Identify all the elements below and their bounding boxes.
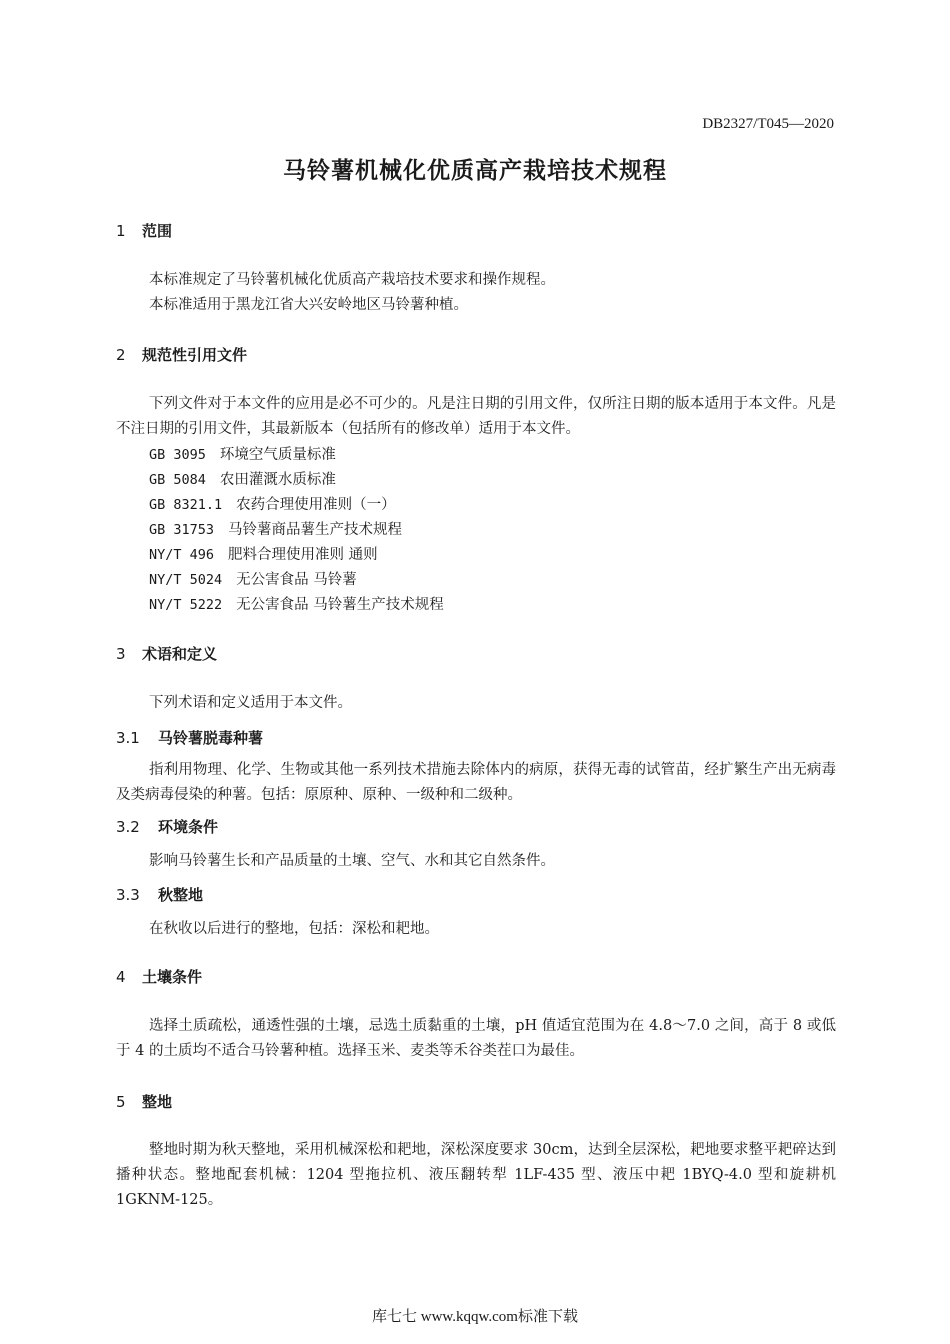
section-title: 土壤条件 (142, 968, 203, 986)
section-3-heading (116, 643, 217, 664)
reference-name: 无公害食品 马铃薯 (236, 572, 357, 588)
section-title: 整地 (142, 1093, 173, 1111)
document-code: DB2327/T045—2020 (702, 116, 834, 132)
section-number: 4 (116, 968, 126, 986)
term-definition: 影响马铃薯生长和产品质量的土壤、空气、水和其它自然条件。 (149, 853, 555, 869)
reference-name: 环境空气质量标准 (219, 447, 336, 463)
reference-code: NY/T 5222 (149, 597, 223, 613)
reference-code: GB 3095 (149, 447, 206, 463)
footer-watermark: 库七七 www.kqqw.com标准下载 (372, 1309, 578, 1325)
term-title: 环境条件 (158, 818, 219, 836)
term-number: 3.2 (116, 818, 140, 836)
section-number: 5 (116, 1093, 126, 1111)
paragraph: 下列术语和定义适用于本文件。 (149, 695, 352, 711)
reference-item (149, 543, 378, 564)
reference-item (149, 493, 396, 514)
paragraph: 整地时期为秋天整地，采用机械深松和耙地，深松深度要求 30cm，达到全层深松，耙地要求整平耙碎达到播种状态。整地配套机械：1204 型拖拉机、液压翻转犁 1LF-435 型、液压中耙 1BYQ-4.0 型和旋耕机 1GKNM-125。 (116, 1142, 836, 1208)
section-number: 2 (116, 346, 126, 364)
section-5-heading (116, 1091, 172, 1112)
section-title: 术语和定义 (142, 645, 218, 663)
reference-code: GB 5084 (149, 472, 206, 488)
document-title: 马铃薯机械化优质高产栽培技术规程 (283, 158, 667, 184)
reference-code: NY/T 5024 (149, 572, 223, 588)
reference-item (149, 568, 357, 589)
reference-code: NY/T 496 (149, 547, 215, 563)
reference-code: GB 31753 (149, 522, 215, 538)
section-2-heading (116, 344, 247, 365)
reference-code: GB 8321.1 (149, 497, 223, 513)
reference-item (149, 593, 444, 614)
term-definition: 指利用物理、化学、生物或其他一系列技术措施去除体内的病原，获得无毒的试管苗，经扩繁生产出无病毒及类病毒侵染的种薯。包括：原原种、原种、一级种和二级种。 (116, 762, 836, 803)
section-number: 1 (116, 222, 126, 240)
term-3-2-heading (116, 816, 218, 837)
term-title: 秋整地 (158, 886, 204, 904)
section-4-heading (116, 966, 202, 987)
reference-name: 肥料合理使用准则 通则 (228, 547, 378, 563)
reference-name: 农药合理使用准则（一） (236, 497, 396, 513)
term-3-1-heading (116, 727, 263, 748)
section-title: 规范性引用文件 (142, 346, 248, 364)
term-3-3-heading (116, 884, 203, 905)
section-number: 3 (116, 645, 126, 663)
term-definition: 在秋收以后进行的整地，包括：深松和耙地。 (149, 921, 439, 937)
paragraph: 下列文件对于本文件的应用是必不可少的。凡是注日期的引用文件，仅所注日期的版本适用于本文件。凡是不注日期的引用文件，其最新版本（包括所有的修改单）适用于本文件。 (116, 396, 836, 437)
reference-item (149, 518, 402, 539)
paragraph: 本标准规定了马铃薯机械化优质高产栽培技术要求和操作规程。 (149, 272, 555, 288)
paragraph: 选择土质疏松，通透性强的土壤，忌选土质黏重的土壤，pH 值适宜范围为在 4.8～7.0 之间，高于 8 或低于 4 的土质均不适合马铃薯种植。选择玉米、麦类等禾谷类茬口为最佳。 (116, 1018, 836, 1059)
reference-name: 农田灌溉水质标准 (219, 472, 336, 488)
reference-item (149, 443, 336, 464)
term-number: 3.3 (116, 886, 140, 904)
reference-item (149, 468, 336, 489)
term-number: 3.1 (116, 729, 140, 747)
reference-name: 马铃薯商品薯生产技术规程 (228, 522, 403, 538)
paragraph: 本标准适用于黑龙江省大兴安岭地区马铃薯种植。 (149, 297, 468, 313)
section-1-heading (116, 220, 172, 241)
term-title: 马铃薯脱毒种薯 (158, 729, 264, 747)
section-title: 范围 (142, 222, 173, 240)
reference-name: 无公害食品 马铃薯生产技术规程 (236, 597, 444, 613)
